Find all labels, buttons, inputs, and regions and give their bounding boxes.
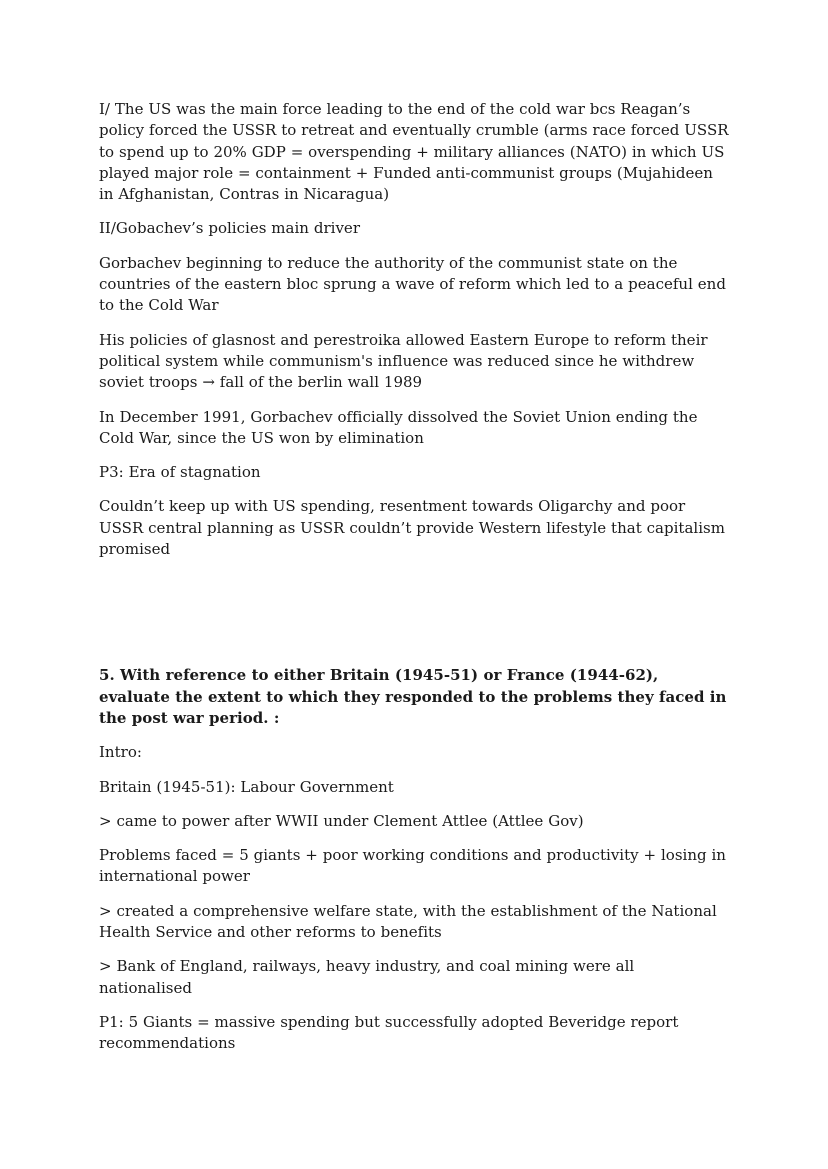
document-text-column [99,99,729,1068]
paragraph-question-5-heading: 5. With reference to either Britain (1945-51) or France (1944-62), evaluate the extent to which they responded to the problems they faced in the post war period. : [99,666,727,727]
paragraph-britain-labour: Britain (1945-51): Labour Government [99,777,394,796]
paragraph-welfare-state: > created a comprehensive welfare state, with the establishment of the National Health Service and other reforms to benefits [99,901,717,942]
paragraph-intro-label: Intro: [99,743,142,762]
paragraph-glasnost-perestroika: His policies of glasnost and perestroika allowed Eastern Europe to reform their political system while communism's influence was reduced since he withdrew soviet troops → fall of the berlin wall 1989 [99,330,708,392]
section-separator-blank-space [99,573,729,665]
paragraph-p1-five-giants: P1: 5 Giants = massive spending but successfully adopted Beveridge report recommendations [99,1012,679,1053]
paragraph-problems-faced: Problems faced = 5 giants + poor working conditions and productivity + losing in international power [99,846,726,886]
paragraph-attlee-power: > came to power after WWII under Clement Attlee (Attlee Gov) [99,811,584,830]
paragraph-p3-stagnation-body: Couldn’t keep up with US spending, resentment towards Oligarchy and poor USSR central planning as USSR couldn’t provide Western lifestyle that capitalism promised [99,497,725,559]
section-cold-war-end-notes [99,99,729,560]
paragraph-us-main-force: I/ The US was the main force leading to the end of the cold war bcs Reagan’s policy forced the USSR to retreat and eventually crumble (arms race forced USSR to spend up to 20% GDP = overspending + military alliances (NATO) in which US played major role = containment + Funded anti-communist groups (Mujahideen in Afghanistan, Contras in Nicaragua) [99,100,729,204]
paragraph-gorbachev-heading: II/Gobachev’s policies main driver [99,219,361,238]
paragraph-gorbachev-authority: Gorbachev beginning to reduce the authority of the communist state on the countries of the eastern bloc sprung a wave of reform which led to a peaceful end to the Cold War [99,253,726,315]
section-question-5-britain-france [99,665,729,1054]
paragraph-p3-stagnation-heading: P3: Era of stagnation [99,463,261,482]
paragraph-nationalisation: > Bank of England, railways, heavy industry, and coal mining were all nationalised [99,957,635,997]
paragraph-dissolution-1991: In December 1991, Gorbachev officially dissolved the Soviet Union ending the Cold War, since the US won by elimination [99,407,698,447]
